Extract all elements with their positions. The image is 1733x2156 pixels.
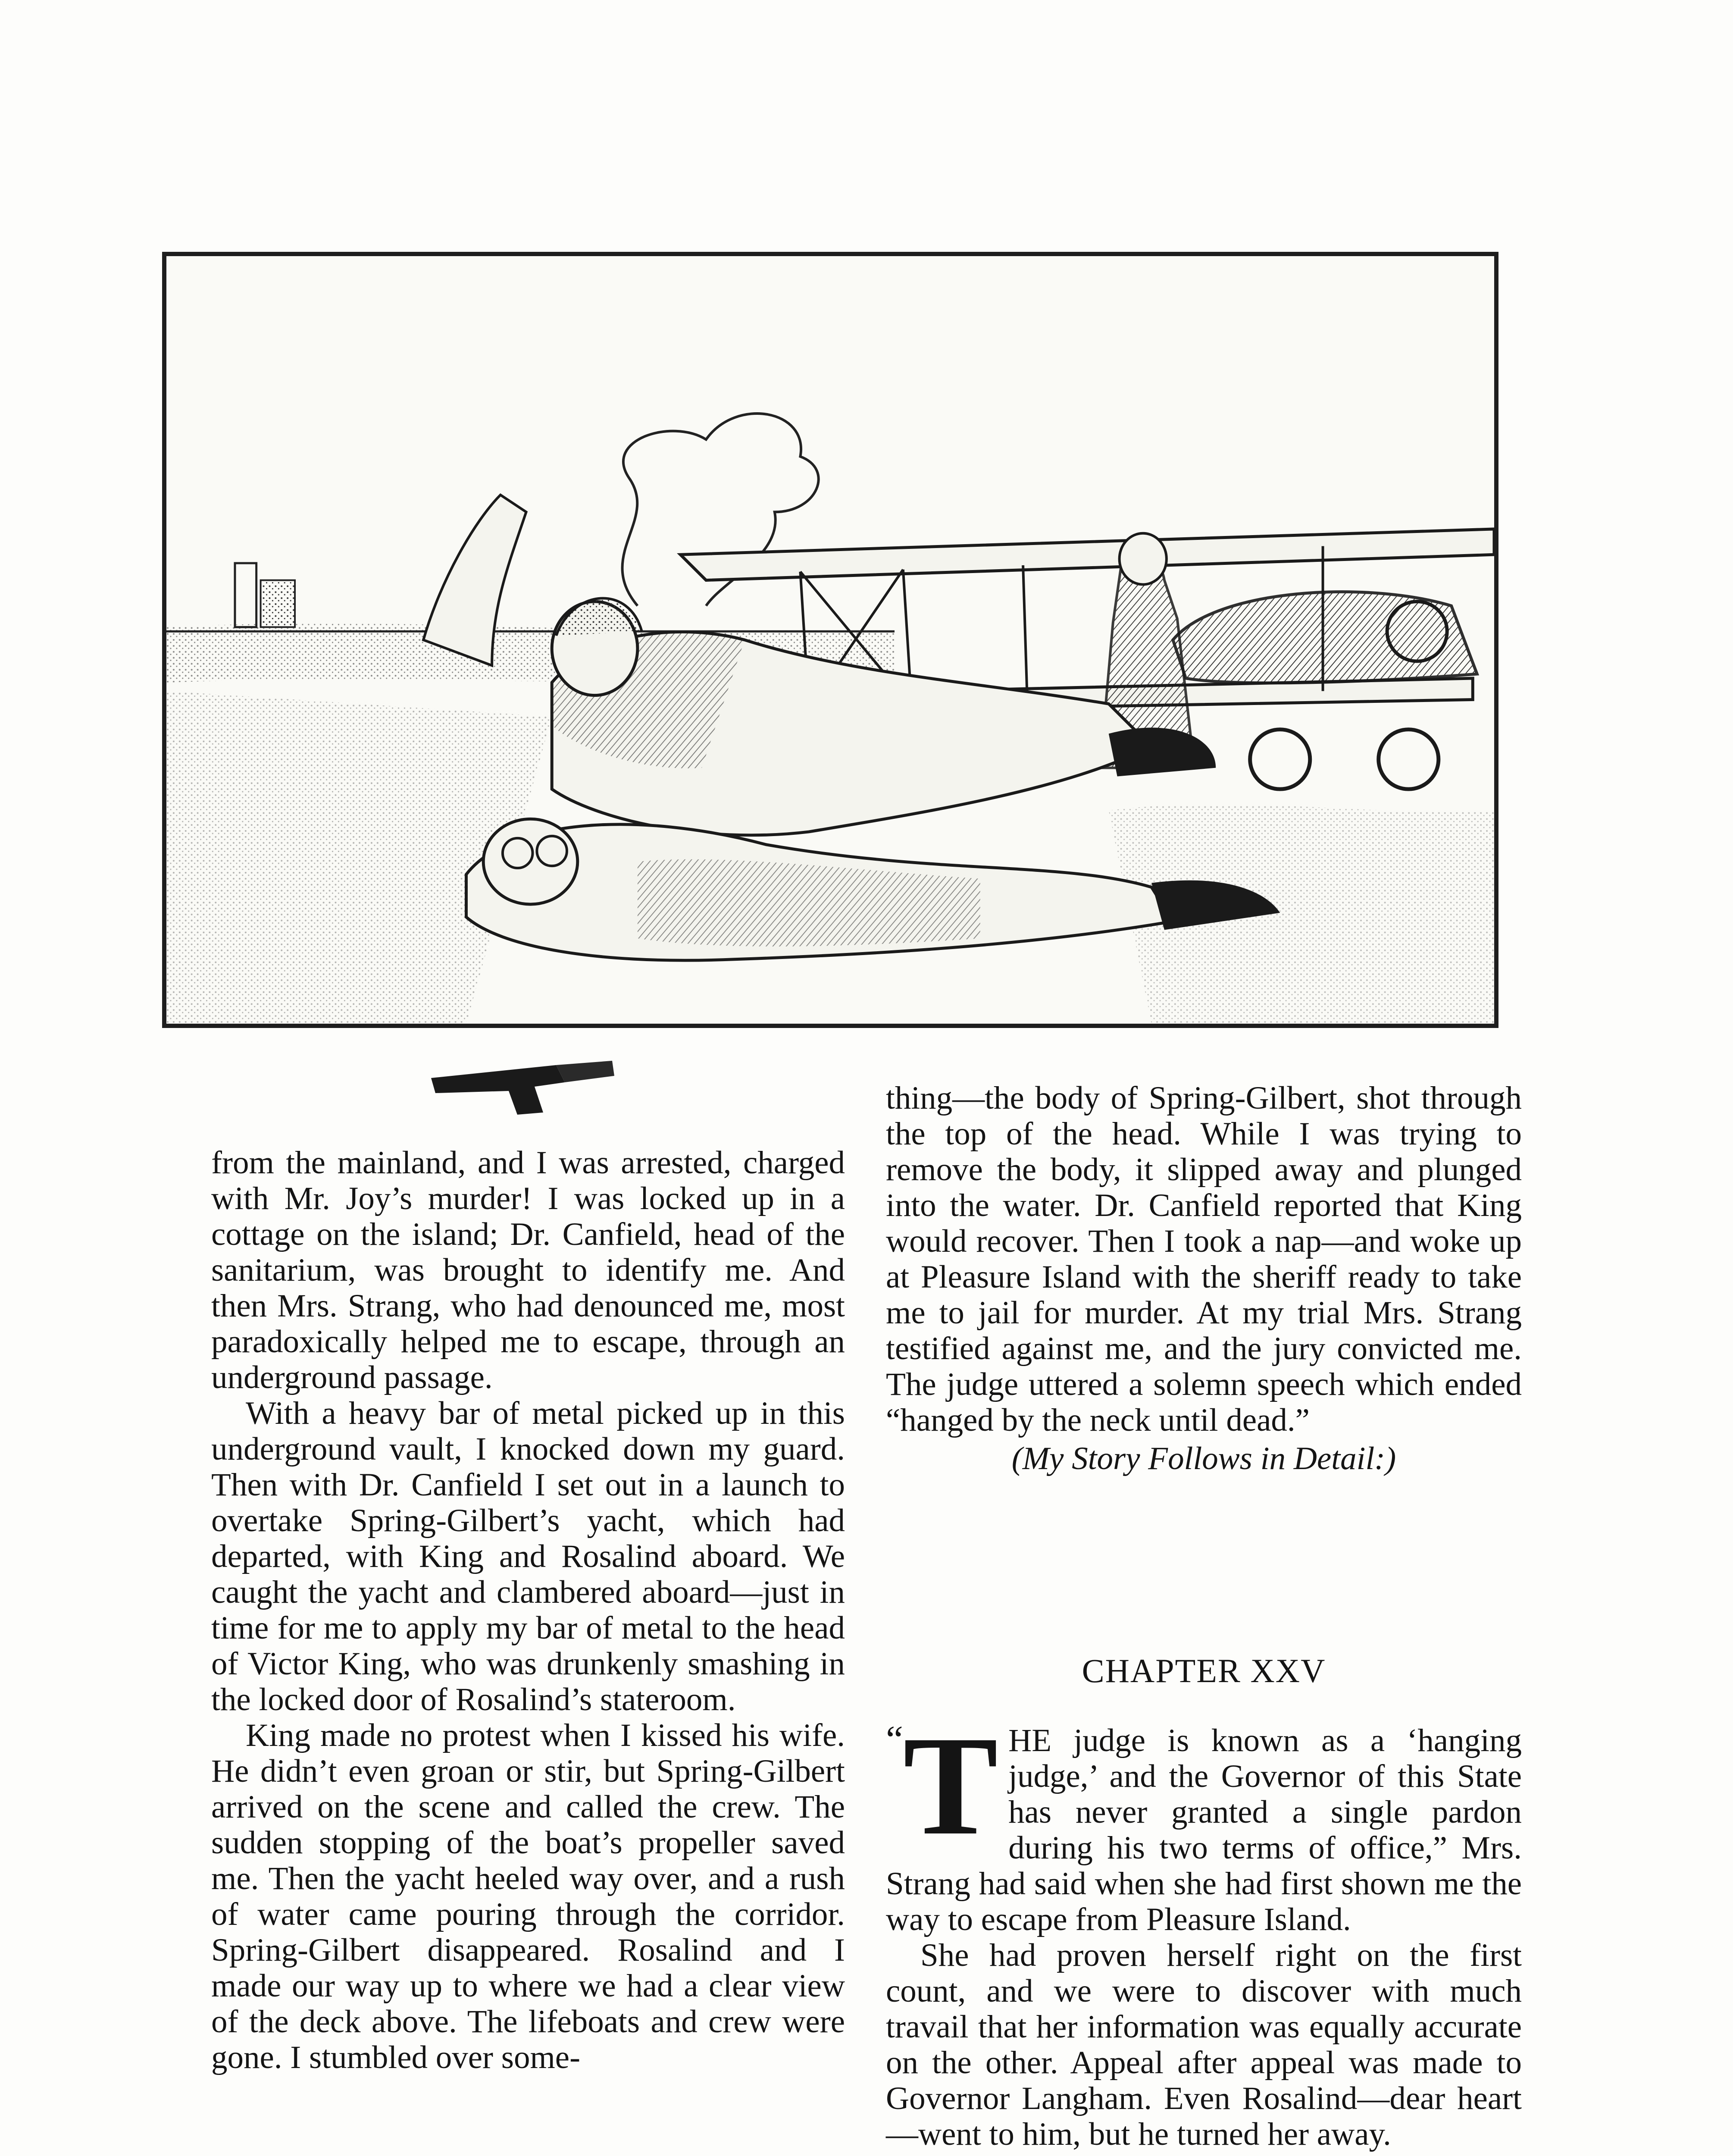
left-paragraph-1: from the mainland, and I was arrested, charged with Mr. Joy’s murder! I was locked up in a cottage on the island; Dr. Canfield, head of the sanitarium, was brought to identify me. And then Mrs. Strang, who had denounced me, most paradoxically helped me to escape, through an underground passage. — [211, 1145, 845, 1395]
right-column-top-text — [886, 1080, 1522, 1476]
illustration-drawing — [166, 256, 1494, 1024]
story-note: (My Story Follows in Detail:) — [1011, 1441, 1396, 1476]
opening-quote: “ — [886, 1718, 903, 1761]
right-column-bottom-text — [886, 1707, 1522, 2152]
left-paragraph-3: King made no protest when I kissed his wife. He didn’t even groan or stir, but Spring-Gilbert arrived on the scene and called the crew. The sudden stopping of the boat’s propeller saved me. Then the yacht heeled way over, and a rush of water came pouring through the corridor. Spring-Gilbert disappeared. Rosalind and I made our way up to where we had a clear view of the deck above. The lifeboats and crew were gone. I stumbled over some- — [211, 1717, 845, 2075]
drop-cap-letter: T — [903, 1707, 998, 1865]
right-paragraph-continued: thing—the body of Spring-Gilbert, shot through the top of the head. While I was trying to remove the body, it slipped away and plunged into the water. Dr. Canfield reported that King would recover. Then I took a nap—and woke up at Pleasure Island with the sheriff ready to take me to jail for murder. At my trial Mrs. Strang testified against me, and the jury convicted me. The judge uttered a solemn speech which ended “hanged by the neck until dead.” — [886, 1080, 1522, 1438]
chapter-paragraph-2: She had proven herself right on the first count, and we were to discover with much travail that her information was equally accurate on the other. Appeal after appeal was made to Governor Langham. Even Rosalind—dear heart—went to him, but he turned her away. — [886, 1937, 1522, 2152]
chapter-opening — [886, 1707, 1522, 1937]
chapter-paragraph-1: HE judge is known as a ‘hanging judge,’ and the Governor of this State has never granted a single pardon during his two terms of office,” Mrs. Strang had said when she had first shown me the way to escape from Pleasure Island. — [886, 1723, 1522, 1937]
pistol-drawing — [427, 1052, 616, 1117]
illustration-aviators-fight — [162, 252, 1498, 1028]
chapter-heading: CHAPTER XXV — [1082, 1652, 1326, 1689]
left-paragraph-2: With a heavy bar of metal picked up in this underground vault, I knocked down my guard. Then with Dr. Canfield I set out in a launch to overtake Spring-Gilbert’s yacht, which had departed, with King and Rosalind aboard. We caught the yacht and clambered aboard—just in time for me to apply my bar of metal to the head of Victor King, who was drunkenly smashing in the locked door of Rosalind’s stateroom. — [211, 1395, 845, 1717]
left-column-text — [211, 1145, 845, 2075]
